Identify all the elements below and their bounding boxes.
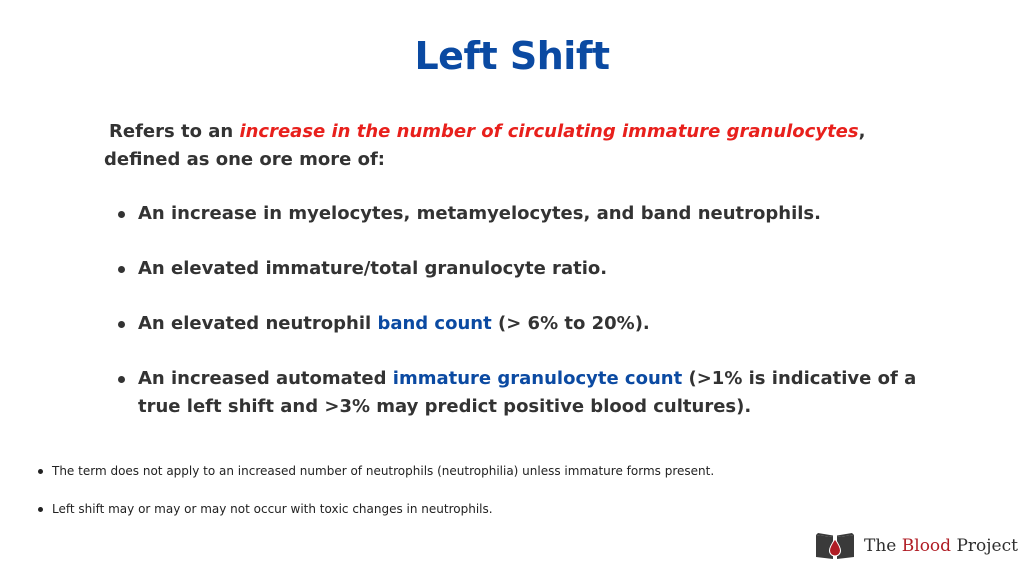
note-item [38,463,938,479]
criteria-text-before: An elevated neutrophil [138,313,378,334]
definition-lead: Refers to an [109,121,240,142]
note-item [38,501,938,517]
criteria-item [118,310,938,338]
bullet-dot-icon [118,321,125,328]
definition-highlight: increase in the number of circulating immature granulocytes [239,121,859,142]
page-title: Left Shift [414,34,610,78]
criteria-highlight: immature granulocyte count [392,368,683,389]
criteria-list [118,200,938,448]
definition-comma: , [858,121,866,142]
bullet-dot-icon [38,469,43,474]
notes-list [38,463,938,539]
criteria-text: An increase in myelocytes, metamyelocytes, and band neutrophils. [138,203,821,224]
criteria-highlight: band count [377,313,492,334]
criteria-text-after: (> 6% to 20%). [491,313,650,334]
criteria-text-after: (>1% is indicative of a true left shift and >3% may predict positive blood cultures). [138,368,917,417]
brand-highlight: Blood [901,536,952,556]
definition-paragraph [104,118,924,174]
criteria-item [118,200,938,228]
brand-prefix: The [864,536,902,556]
note-text: Left shift may or may or may not occur with toxic changes in neutrophils. [52,502,493,516]
bullet-dot-icon [118,266,125,273]
criteria-item [118,365,938,421]
bullet-dot-icon [118,211,125,218]
bullet-dot-icon [38,507,43,512]
criteria-item [118,255,938,283]
criteria-text: An elevated immature/total granulocyte ratio. [138,258,608,279]
book-blood-drop-icon [814,531,856,561]
bullet-dot-icon [118,376,125,383]
criteria-text-before: An increased automated [138,368,393,389]
brand-name [864,536,1018,556]
brand-suffix: Project [951,536,1018,556]
note-text: The term does not apply to an increased number of neutrophils (neutrophilia) unless immature forms present. [52,464,715,478]
definition-rest: defined as one ore more of: [104,149,385,170]
brand-logo [814,531,1018,561]
